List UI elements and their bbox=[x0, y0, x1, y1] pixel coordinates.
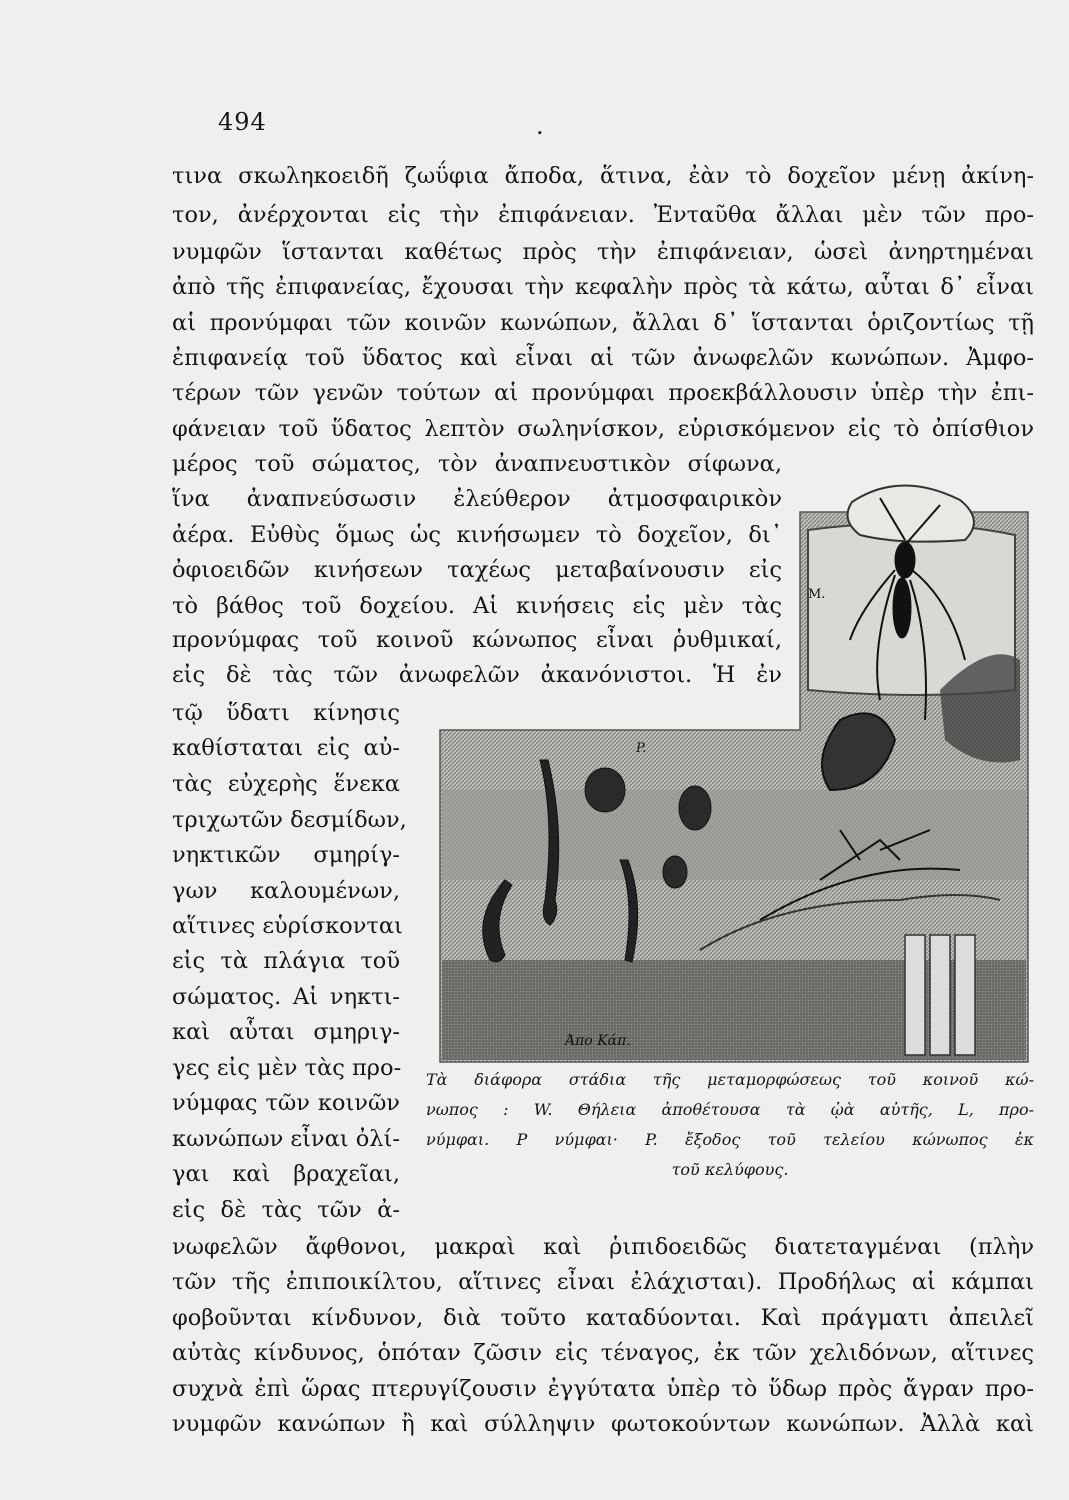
body-line: ἀπὸ τῆς ἐπιφανείας, ἔχουσαι τὴν κεφαλὴν πρὸς τὰ κάτω, αὗται δ᾽ εἶναι bbox=[172, 274, 1034, 300]
body-line: τὰς εὐχερὴς ἕνεκα bbox=[172, 771, 400, 797]
body-line: ἀέρα. Εὐθὺς ὅμως ὡς κινήσωμεν τὸ δοχεῖον, δι᾽ bbox=[172, 522, 782, 548]
body-line: τέρων τῶν γενῶν τούτων αἱ προνύμφαι προεκβάλλουσιν ὑπὲρ τὴν ἐπι- bbox=[172, 380, 1034, 406]
body-line: τριχωτῶν δεσμίδων, bbox=[172, 807, 407, 833]
body-line: τὸ βάθος τοῦ δοχείου. Αἱ κινήσεις εἰς μὲν τὰς bbox=[172, 593, 782, 619]
body-line: εἰς τὰ πλάγια τοῦ bbox=[172, 948, 400, 974]
figure-caption-line: τοῦ κελύφους. bbox=[671, 1160, 789, 1179]
body-line: νυμφῶν ἵστανται καθέτως πρὸς τὴν ἐπιφάνειαν, ὡσεὶ ἀνηρτημέναι bbox=[172, 239, 1034, 265]
leaf-shape bbox=[848, 485, 974, 541]
body-line: αἵτινες εὑρίσκονται bbox=[172, 913, 403, 939]
body-line: κωνώπων εἶναι ὀλί- bbox=[172, 1126, 400, 1152]
body-line: εἰς δὲ τὰς τῶν ἀ- bbox=[172, 1197, 400, 1223]
body-line: τῶν τῆς ἐπιποικίλτου, αἵτινες εἶναι ἐλάχισται). Προδήλως αἱ κάμπαι bbox=[172, 1269, 1034, 1295]
figure-caption-line: νύμφαι. P νύμφαι· P. ἔξοδος τοῦ τελείου κώνωπος ἐκ bbox=[426, 1130, 1034, 1149]
body-line: τον, ἀνέρχονται εἰς τὴν ἐπιφάνειαν. Ἐνταῦθα ἄλλαι μὲν τῶν προ- bbox=[172, 202, 1034, 228]
figure-caption-line: Τὰ διάφορα στάδια τῆς μεταμορφώσεως τοῦ κοινοῦ κώ- bbox=[426, 1070, 1034, 1089]
figure-label-m: M. bbox=[808, 587, 826, 602]
body-line: σώματος. Αἱ νηκτι- bbox=[172, 984, 400, 1010]
body-line: τινα σκωληκοειδῆ ζωΰφια ἄποδα, ἅτινα, ἐὰν τὸ δοχεῖον μένῃ ἀκίνη- bbox=[172, 163, 1034, 189]
body-line: γες εἰς μὲν τὰς προ- bbox=[172, 1055, 402, 1081]
body-line: νωφελῶν ἄφθονοι, μακραὶ καὶ ῥιπιδοειδῶς διατεταγμέναι (πλὴν bbox=[172, 1234, 1034, 1260]
body-line: αἱ προνύμφαι τῶν κοινῶν κωνώπων, ἄλλαι δ᾽ ἵστανται ὁριζοντίως τῇ bbox=[172, 310, 1034, 336]
body-line: αὐτὰς κίνδυνος, ὁπόταν ζῶσιν εἰς τέναγος, ἐκ τῶν χελιδόνων, αἵτινες bbox=[172, 1340, 1034, 1366]
body-line: καὶ αὗται σμηριγ- bbox=[172, 1019, 400, 1045]
body-line: νυμφῶν κανώπων ἢ καὶ σύλληψιν φωτοκούντων κωνώπων. Ἀλλὰ καὶ bbox=[172, 1411, 1034, 1437]
body-line: ἐπιφανείᾳ τοῦ ὕδατος καὶ εἶναι αἱ τῶν ἀνωφελῶν κωνώπων. Ἀμφο- bbox=[172, 345, 1034, 371]
body-line: νηκτικῶν σμηρίγ- bbox=[172, 842, 400, 868]
body-line: εἰς δὲ τὰς τῶν ἀνωφελῶν ἀκανόνιστοι. Ἡ ἐν bbox=[172, 662, 782, 688]
body-line: τῷ ὕδατι κίνησις bbox=[172, 700, 400, 726]
page-number: 494 bbox=[218, 108, 267, 136]
body-line: καθίσταται εἰς αὐ- bbox=[172, 735, 400, 761]
body-line: ἵνα ἀναπνεύσωσιν ἐλεύθερον ἀτμοσφαιρικὸν bbox=[172, 486, 782, 512]
figure-caption-line: νωπος : W. Θήλεια ἀποθέτουσα τὰ ᾠὰ αὐτῆς, L, προ- bbox=[426, 1100, 1034, 1119]
body-line: γων καλουμένων, bbox=[172, 878, 400, 904]
figure-signature: Άπο Κάπ. bbox=[565, 1033, 631, 1049]
page-dot: . bbox=[536, 112, 544, 140]
body-line: γαι καὶ βραχεῖαι, bbox=[172, 1161, 400, 1187]
body-line: ὀφιοειδῶν κινήσεων ταχέως μεταβαίνουσιν εἰς bbox=[172, 557, 782, 583]
body-line: συχνὰ ἐπὶ ὥρας πτερυγίζουσιν ἐγγύτατα ὑπὲρ τὸ ὕδωρ πρὸς ἄγραν προ- bbox=[172, 1376, 1034, 1402]
water-band bbox=[442, 790, 1026, 880]
body-line: μέρος τοῦ σώματος, τὸν ἀναπνευστικὸν σίφωνα, bbox=[172, 451, 782, 477]
body-line: προνύμφας τοῦ κοινοῦ κώνωπος εἶναι ῥυθμικαί, bbox=[172, 627, 782, 653]
body-line: νύμφας τῶν κοινῶν bbox=[172, 1090, 400, 1116]
body-line: φοβοῦνται κίνδυνον, διὰ τοῦτο καταδύονται. Καὶ πράγματι ἀπειλεῖ bbox=[172, 1305, 1034, 1331]
figure-label-p: P. bbox=[636, 741, 647, 756]
reeds bbox=[905, 935, 975, 1055]
body-line: φάνειαν τοῦ ὕδατος λεπτὸν σωληνίσκον, εὑρισκόμενον εἰς τὸ ὀπίσθιον bbox=[172, 416, 1034, 442]
